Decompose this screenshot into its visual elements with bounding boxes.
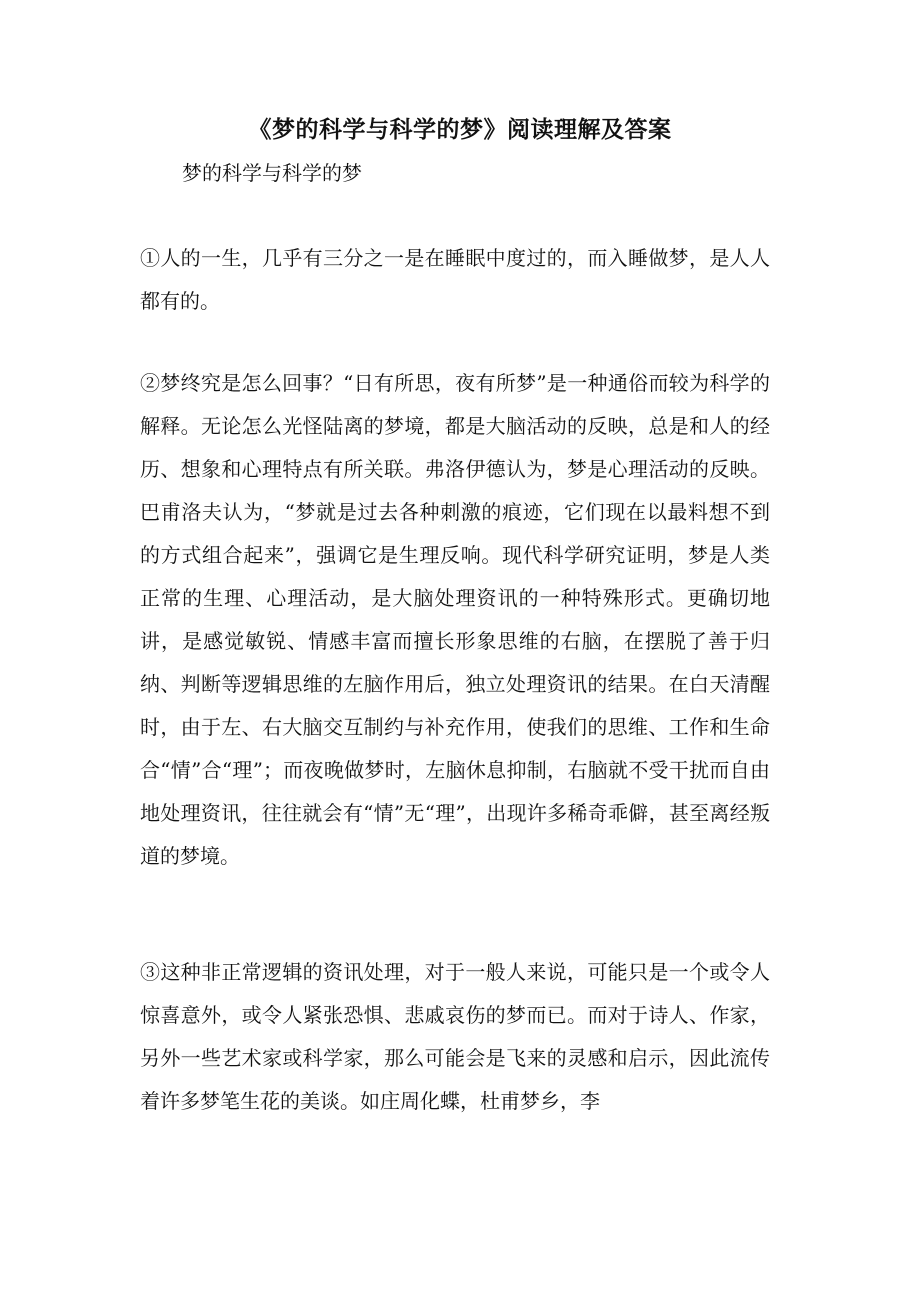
- paragraph-3: ③这种非正常逻辑的资讯处理，对于一般人来说，可能只是一个或令人惊喜意外，或令人紧张恐惧、悲戚哀伤的梦而已。而对于诗人、作家，另外一些艺术家或科学家，那么可能会是飞来的灵感和启示，因此流传着许多梦笔生花的美谈。如庄周化蝶，杜甫梦乡，李: [140, 960, 770, 1113]
- article-subtitle: 梦的科学与科学的梦: [182, 161, 362, 185]
- paragraph-2: ②梦终究是怎么回事？“日有所思，夜有所梦”是一种通俗而较为科学的解释。无论怎么光怪陆离的梦境，都是大脑活动的反映，总是和人的经历、想象和心理特点有所关联。弗洛伊德认为，梦是心理活动的反映。巴甫洛夫认为，“梦就是过去各种刺激的痕迹，它们现在以最料想不到的方式组合起来”，强调它是生理反响。现代科学研究证明，梦是人类正常的生理、心理活动，是大脑处理资讯的一种特殊形式。更确切地讲，是感觉敏锐、情感丰富而擅长形象思维的右脑，在摆脱了善于归纳、判断等逻辑思维的左脑作用后，独立处理资讯的结果。在白天清醒时，由于左、右大脑交互制约与补充作用，使我们的思维、工作和生命合“情”合“理”；而夜晚做梦时，左脑休息抑制，右脑就不受干扰而自由地处理资讯，往往就会有“情”无“理”，出现许多稀奇乖僻，甚至离经叛道的梦境。: [140, 371, 770, 868]
- paragraph-1: ①人的一生，几乎有三分之一是在睡眠中度过的，而入睡做梦，是人人都有的。: [140, 246, 770, 313]
- document-title: 《梦的科学与科学的梦》阅读理解及答案: [248, 116, 672, 143]
